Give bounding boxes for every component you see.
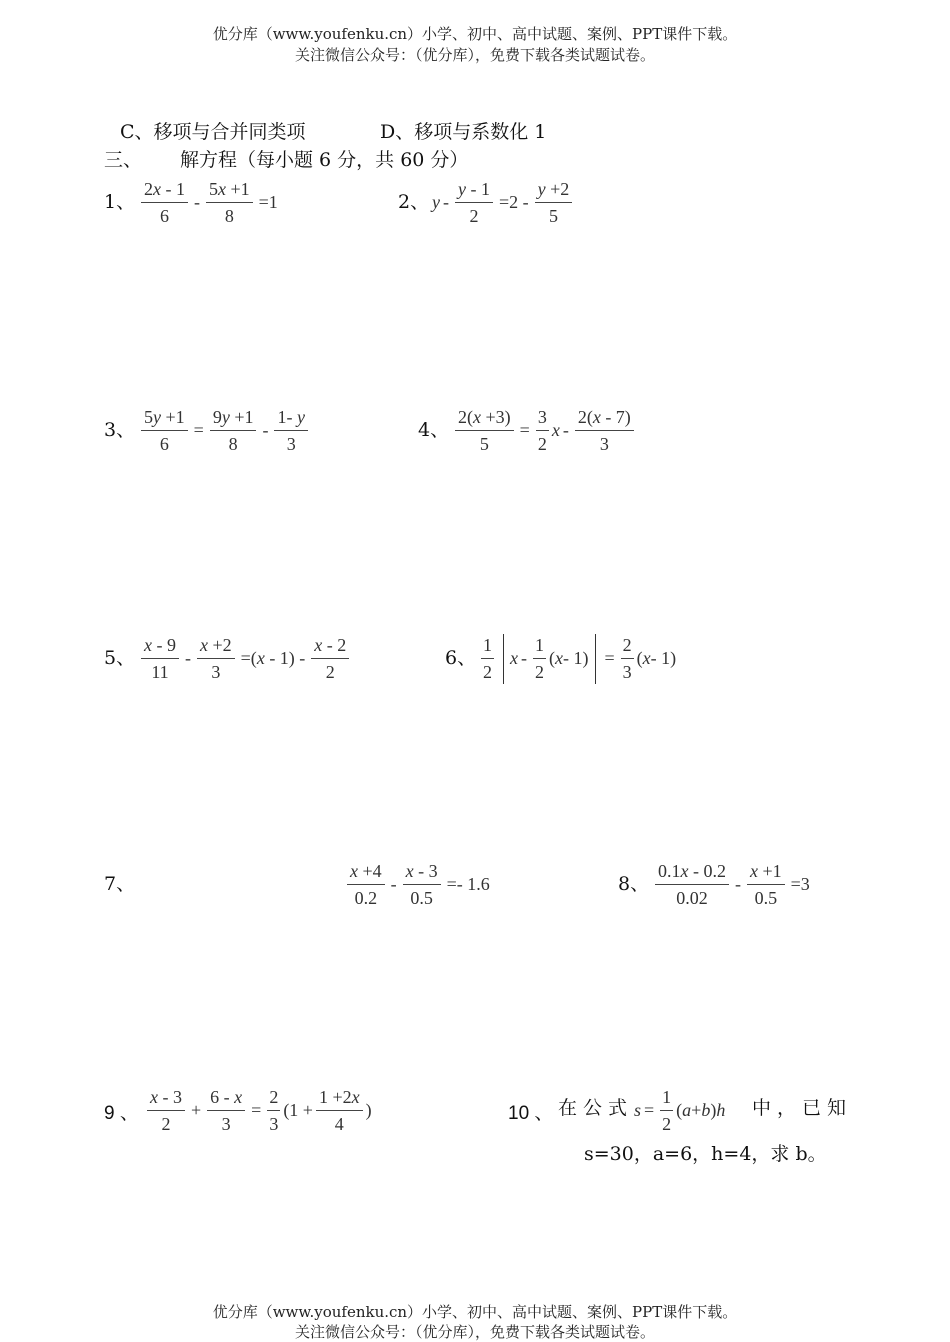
problem-5-label: 5、 (104, 647, 136, 669)
problem-3-equation: $\frac{5y +1}{6}$ = $\frac{9y +1}{8}$ - $\frac{1- y}{3}$ (138, 404, 311, 457)
problem-4-equation: $\frac{2(x +3)}{5}$ = $\frac{3}{2}$ x - $\frac{2(x - 7)}{3}$ (452, 404, 637, 457)
problem-3-label: 3、 (104, 419, 136, 441)
problem-9-equation: $\frac{x - 3}{2}$ + $\frac{6 - x}{3}$ = $\frac{2}{3}$ (1 + $\frac{1 +2x}{4}$ ) (144, 1084, 372, 1137)
page-header-line1: 优分库（www.youfenku.cn）小学、初中、高中试题、案例、PPT课件下载。 (212, 25, 738, 43)
problem-7-label: 7、 (104, 873, 136, 895)
problem-6-equation: $\frac{1}{2}$ x - $\frac{1}{2}$ ( x - 1) = $\frac{2}{3}$ ( x - 1) (478, 632, 676, 685)
problem-1-label: 1、 (104, 191, 136, 213)
problem-4-label: 4、 (418, 419, 450, 441)
problem-10-suffix: 中，已知 (752, 1097, 853, 1119)
page-footer-line2: 关注微信公众号：（优分库），免费下载各类试题试卷。 (294, 1323, 655, 1341)
section-title: 解方程（每小题 6 分，共 60 分） (180, 149, 469, 171)
problem-1-equation: $\frac{2x - 1}{6}$ - $\frac{5x +1}{8}$ =1 (138, 176, 281, 229)
problem-8-label: 8、 (618, 873, 650, 895)
section-number: 三、 (104, 149, 143, 171)
problem-6-label: 6、 (445, 647, 477, 669)
page-header-line2: 关注微信公众号：（优分库），免费下载各类试题试卷。 (294, 46, 655, 64)
option-c: C、移项与合并同类项 (120, 121, 306, 143)
problem-9-label: 9 、 (104, 1103, 139, 1124)
problem-10-formula: s = $\frac{1}{2}$ ( a + b ) h (634, 1084, 725, 1137)
problem-2-equation: y - $\frac{y - 1}{2}$ =2 - $\frac{y +2}{5}$ (432, 176, 575, 229)
page-footer-line1: 优分库（www.youfenku.cn）小学、初中、高中试题、案例、PPT课件下载。 (212, 1303, 738, 1321)
problem-10-given: s=30，a=6，h=4，求 b。 (584, 1143, 827, 1165)
problem-10-intro: 在公式 (558, 1097, 634, 1119)
problem-2-label: 2、 (398, 191, 430, 213)
problem-5-equation: $\frac{x - 9}{11}$ - $\frac{x +2}{3}$ =(x - 1) - $\frac{x - 2}{2}$ (138, 632, 352, 685)
problem-8-equation: $\frac{0.1x - 0.2}{0.02}$ - $\frac{x +1}{0.5}$ =3 (652, 858, 813, 911)
problem-10-label: 10 、 (508, 1103, 554, 1124)
problem-7-equation: $\frac{x +4}{0.2}$ - $\frac{x - 3}{0.5}$ =- 1.6 (344, 858, 493, 911)
option-d: D、移项与系数化 1 (380, 121, 547, 143)
